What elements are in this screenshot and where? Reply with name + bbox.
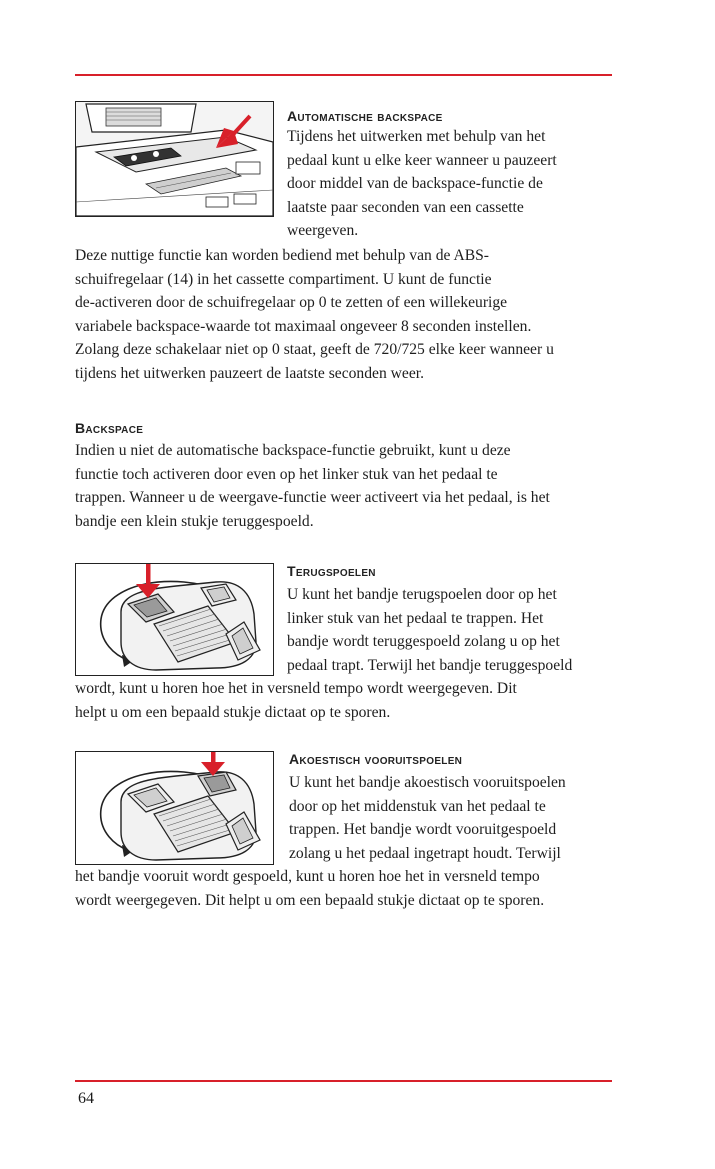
text-line: variabele backspace-waarde tot maximaal ongeveer 8 seconden instellen. (75, 317, 532, 335)
text-line: trappen. Het bandje wordt vooruitgespoeld (289, 821, 557, 839)
section-body-text (75, 677, 517, 724)
section-body-text (75, 439, 550, 533)
text-line: trappen. Wanneer u de weergave-functie weer activeert via het pedaal, is het (75, 489, 550, 507)
text-line: Tijdens het uitwerken met behulp van het (287, 128, 546, 145)
section-heading-terugspoelen: Terugspoelen (287, 563, 376, 579)
text-line: tijdens het uitwerken pauzeert de laatste seconden weer. (75, 364, 424, 382)
text-line: bandje wordt teruggespoeld zolang u op het (287, 633, 560, 651)
bottom-rule (75, 1080, 612, 1082)
section-heading-backspace: Backspace (75, 420, 144, 436)
text-line: schuifregelaar (14) in het cassette compartiment. U kunt de functie (75, 270, 492, 288)
text-line: het bandje vooruit wordt gespoeld, kunt u horen hoe het in versneld tempo (75, 868, 540, 885)
text-line: pedaal trapt. Terwijl het bandje teruggespoeld (287, 656, 573, 674)
text-line: zolang u het pedaal ingetrapt houdt. Terwijl (289, 844, 561, 862)
text-line: de-activeren door de schuifregelaar op 0 te zetten of een willekeurige (75, 294, 508, 312)
cassette-compartment-illustration (75, 101, 274, 217)
section-heading-akoestisch-vooruitspoelen: Akoestisch vooruitspoelen (289, 751, 463, 767)
text-line: bandje een klein stukje teruggespoeld. (75, 512, 314, 530)
top-rule (75, 74, 612, 76)
text-line: U kunt het bandje akoestisch vooruitspoelen (289, 774, 566, 791)
text-line: U kunt het bandje terugspoelen door op het (287, 586, 557, 603)
text-line: linker stuk van het pedaal te trappen. Het (287, 609, 544, 627)
text-line: door op het middenstuk van het pedaal te (289, 797, 546, 815)
text-line: pedaal kunt u elke keer wanneer u pauzeert (287, 151, 557, 169)
text-line: door middel van de backspace-functie de (287, 175, 543, 193)
text-line: weergeven. (287, 222, 359, 240)
section-side-text (287, 583, 572, 677)
foot-pedal-left-pressed-illustration (75, 563, 274, 676)
text-line: wordt, kunt u horen hoe het in versneld tempo wordt weergegeven. Dit (75, 680, 517, 697)
text-line: wordt weergegeven. Dit helpt u om een bepaald stukje dictaat op te sporen. (75, 891, 545, 909)
page-number: 64 (78, 1090, 94, 1107)
text-line: Indien u niet de automatische backspace-functie gebruikt, kunt u deze (75, 442, 511, 459)
text-line: Deze nuttige functie kan worden bediend met behulp van de ABS- (75, 247, 489, 264)
section-body-text (75, 244, 554, 386)
foot-pedal-middle-pressed-illustration (75, 751, 274, 865)
text-line: Zolang deze schakelaar niet op 0 staat, geeft de 720/725 elke keer wanneer u (75, 341, 554, 359)
section-heading-automatische-backspace: Automatische backspace (287, 108, 443, 124)
section-side-text (287, 125, 557, 243)
text-line: laatste paar seconden van een cassette (287, 198, 524, 216)
section-body-text (75, 865, 544, 912)
section-side-text (289, 771, 566, 865)
text-line: functie toch activeren door even op het linker stuk van het pedaal te (75, 465, 498, 483)
text-line: helpt u om een bepaald stukje dictaat op te sporen. (75, 703, 391, 721)
